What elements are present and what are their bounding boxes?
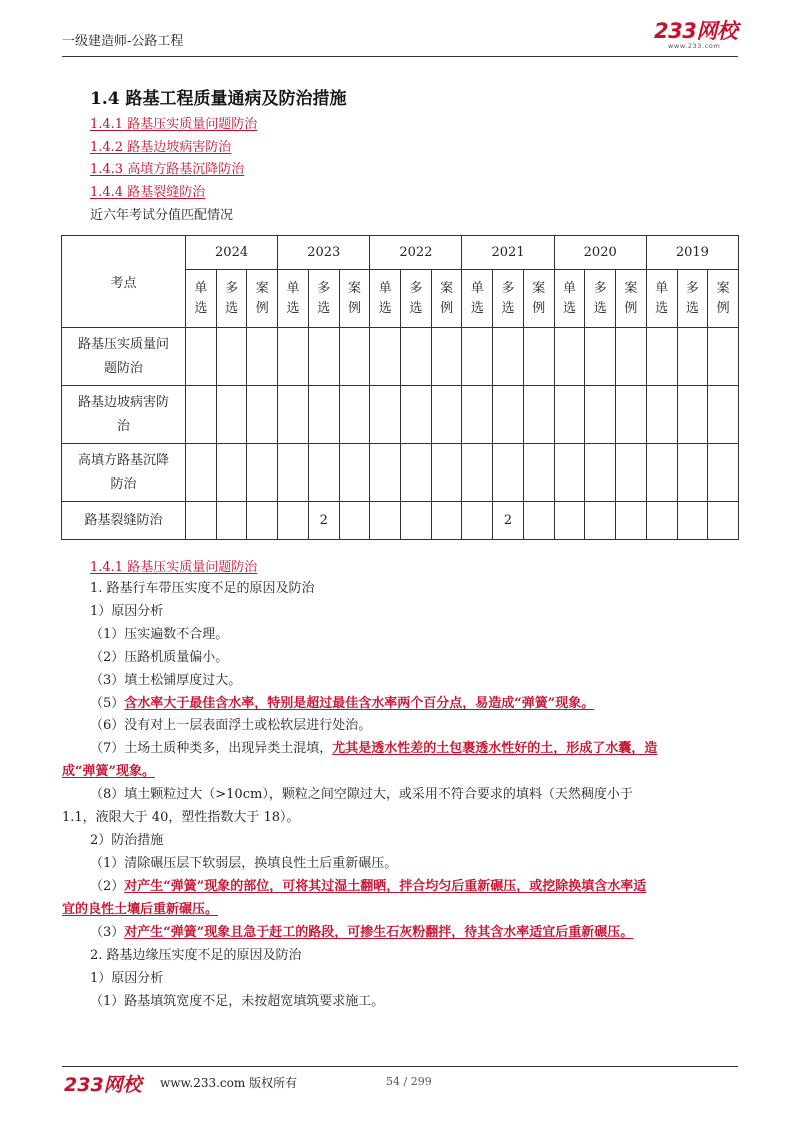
content-line: （1）压实遍数不合理。 [90,627,229,642]
score-cell [462,328,493,386]
type-header-char: 例 [624,300,638,316]
content-line [90,737,657,756]
score-cell [216,328,247,386]
score-cell [401,444,432,502]
type-header-char: 选 [593,300,607,316]
score-cell [523,444,554,502]
logo-text: 233网校 [654,19,738,43]
content-line [90,921,633,940]
highlighted-text: 对产生“弹簧”现象的部位，可将其过湿土翻晒，拌合均匀后重新碾压，或挖除换填含水率适 [124,879,647,894]
score-cell [431,502,462,540]
score-cell [216,444,247,502]
score-cell [401,328,432,386]
score-cell [585,502,616,540]
score-cell [554,444,585,502]
type-header-char: 多 [685,280,699,296]
type-header-char: 选 [470,300,484,316]
score-cell [462,444,493,502]
score-cell [186,328,217,386]
type-header [247,270,278,328]
score-cell [708,328,739,386]
type-header-char: 单 [562,280,576,296]
score-cell [585,328,616,386]
type-header-char: 案 [440,280,454,296]
score-cell [247,386,278,444]
score-cell [278,328,309,386]
type-header-char: 多 [593,280,607,296]
score-cell: 2 [308,502,339,540]
score-cell [677,444,708,502]
type-header-char: 选 [286,300,300,316]
logo-url: www.233.com [668,42,721,50]
row-label-line: 治 [116,418,130,434]
score-cell [616,328,647,386]
toc-link-4[interactable]: 1.4.4 路基裂缝防治 [90,185,206,200]
score-cell [278,502,309,540]
score-cell [523,386,554,444]
score-cell [308,328,339,386]
year-header: 2023 [278,236,370,270]
score-cell [646,386,677,444]
type-header [462,270,493,328]
content-line: （1）路基填筑宽度不足，未按超宽填筑要求施工。 [90,994,385,1009]
score-cell [616,444,647,502]
score-cell [186,502,217,540]
toc-link-1[interactable]: 1.4.1 路基压实质量问题防治 [90,117,258,132]
table-row [62,502,739,540]
content-line: 1）原因分析 [90,971,164,986]
year-header: 2021 [462,236,554,270]
score-cell [646,328,677,386]
score-cell [585,386,616,444]
score-cell [431,328,462,386]
score-cell [431,444,462,502]
type-header [339,270,370,328]
type-header [523,270,554,328]
row-label-line: 题防治 [103,360,143,376]
score-cell [493,444,524,502]
type-header [677,270,708,328]
type-header [401,270,432,328]
footer-divider [62,1066,738,1067]
type-header-char: 例 [716,300,730,316]
score-cell [278,444,309,502]
type-header-char: 多 [317,280,331,296]
content-line [90,875,646,894]
type-header-char: 例 [255,300,269,316]
score-cell: 2 [493,502,524,540]
score-cell [554,328,585,386]
score-cell [677,386,708,444]
score-cell [339,444,370,502]
section-title: 1.4 路基工程质量通病及防治措施 [90,89,347,109]
row-label [62,444,186,502]
type-header-char: 单 [378,280,392,296]
type-header-char: 选 [317,300,331,316]
type-header-char: 选 [225,300,239,316]
score-cell [278,386,309,444]
type-header [646,270,677,328]
highlighted-text: 宜的良性土壤后重新碾压。 [62,902,219,917]
content-line [62,760,155,779]
type-header [708,270,739,328]
score-cell [616,386,647,444]
type-header-char: 案 [716,280,730,296]
score-cell [401,386,432,444]
type-header-char: 选 [378,300,392,316]
score-cell [247,328,278,386]
table-row [62,328,739,386]
score-cell [186,444,217,502]
year-header: 2019 [646,236,738,270]
table-intro: 近六年考试分值匹配情况 [90,208,234,223]
row-label-line: 高填方路基沉降 [77,452,169,468]
content-line: 1.1，液限大于 40，塑性指数大于 18）。 [62,810,300,825]
highlighted-text: 含水率大于最佳含水率，特别是超过最佳含水率两个百分点，易造成“弹簧”现象。 [124,696,595,711]
score-cell [646,502,677,540]
content-line [90,692,594,711]
content-line: 1. 路基行车带压实度不足的原因及防治 [90,581,315,596]
page-number: 54 / 299 [386,1075,432,1088]
score-cell [370,386,401,444]
score-cell [370,502,401,540]
content-text: （2） [90,879,125,894]
score-cell [339,328,370,386]
score-cell [493,386,524,444]
year-header: 2022 [370,236,462,270]
score-cell [308,444,339,502]
row-label-line: 路基压实质量问 [77,336,169,352]
score-cell [401,502,432,540]
year-header: 2020 [554,236,646,270]
score-table [61,235,739,540]
type-header-char: 例 [347,300,361,316]
score-cell [370,444,401,502]
brand-logo[interactable] [654,20,744,54]
content-line: 2）防治措施 [90,833,164,848]
type-header-char: 单 [470,280,484,296]
row-label-line: 防治 [110,476,137,492]
type-header-char: 多 [225,280,239,296]
type-header [308,270,339,328]
score-cell [523,502,554,540]
content-text: （5） [90,696,125,711]
score-cell [339,502,370,540]
type-header-char: 案 [532,280,546,296]
type-header-char: 选 [409,300,423,316]
type-header-char: 单 [194,280,208,296]
type-header-char: 例 [532,300,546,316]
type-header [186,270,217,328]
type-header-char: 案 [255,280,269,296]
footer-copyright: www.233.com 版权所有 [160,1076,298,1090]
content-text: （3） [90,925,125,940]
score-cell [308,386,339,444]
subsection-link[interactable]: 1.4.1 路基压实质量问题防治 [90,560,258,575]
row-label [62,386,186,444]
content-line: （2）压路机质量偏小。 [90,650,229,665]
content-line: （3）填土松铺厚度过大。 [90,673,242,688]
year-header: 2024 [186,236,278,270]
content-text: （7）土场土质种类多，出现异类土混填， [90,741,333,756]
content-line [62,898,218,917]
highlighted-text: 成“弹簧”现象。 [62,764,155,779]
type-header-char: 选 [501,300,515,316]
type-header-char: 例 [440,300,454,316]
type-header-char: 单 [286,280,300,296]
year-header-row [62,236,739,270]
toc-link-2[interactable]: 1.4.2 路基边坡病害防治 [90,140,232,155]
type-header-char: 选 [655,300,669,316]
row-label-line: 路基边坡病害防 [77,394,169,410]
type-header [278,270,309,328]
score-cell [554,502,585,540]
type-header-char: 选 [562,300,576,316]
toc-link-3[interactable]: 1.4.3 高填方路基沉降防治 [90,162,245,177]
score-cell [493,328,524,386]
content-line: 2. 路基边缘压实度不足的原因及防治 [90,948,302,963]
type-header [493,270,524,328]
score-cell [216,502,247,540]
score-cell [339,386,370,444]
score-cell [677,328,708,386]
type-header [554,270,585,328]
row-label-line: 路基裂缝防治 [84,512,163,528]
content-line: 1）原因分析 [90,604,164,619]
content-line: （8）填土颗粒过大（>10cm），颗粒之间空隙过大，或采用不符合要求的填料（天然稠度小于 [90,787,633,802]
score-cell [216,386,247,444]
type-header [585,270,616,328]
corner-header: 考点 [62,236,186,328]
score-cell [186,386,217,444]
header-title: 一级建造师-公路工程 [62,34,184,49]
type-header-char: 案 [624,280,638,296]
score-cell [708,386,739,444]
score-cell [370,328,401,386]
score-cell [708,444,739,502]
content-line: （6）没有对上一层表面浮土或松软层进行处治。 [90,718,372,733]
header-divider [62,56,738,57]
type-header-char: 单 [655,280,669,296]
type-header-char: 多 [409,280,423,296]
highlighted-text: 对产生“弹簧”现象且急于赶工的路段，可掺生石灰粉翻拌，待其含水率适宜后重新碾压。 [124,925,634,940]
score-cell [462,502,493,540]
type-header-char: 案 [347,280,361,296]
type-header [370,270,401,328]
type-header-char: 选 [194,300,208,316]
score-cell [677,502,708,540]
score-cell [554,386,585,444]
type-header-char: 多 [501,280,515,296]
score-cell [646,444,677,502]
score-cell [247,444,278,502]
table-row [62,444,739,502]
type-header [616,270,647,328]
type-header-char: 选 [685,300,699,316]
score-cell [708,502,739,540]
score-cell [462,386,493,444]
score-cell [431,386,462,444]
table-row [62,386,739,444]
content-line: （1）清除碾压层下软弱层，换填良性土后重新碾压。 [90,856,398,871]
type-header [216,270,247,328]
score-cell [523,328,554,386]
highlighted-text: 尤其是透水性差的土包裹透水性好的土，形成了水囊，造 [332,741,658,756]
row-label [62,328,186,386]
score-cell [247,502,278,540]
score-cell [585,444,616,502]
row-label [62,502,186,540]
type-header [431,270,462,328]
score-cell [616,502,647,540]
footer-logo[interactable]: 233网校 [64,1074,142,1096]
